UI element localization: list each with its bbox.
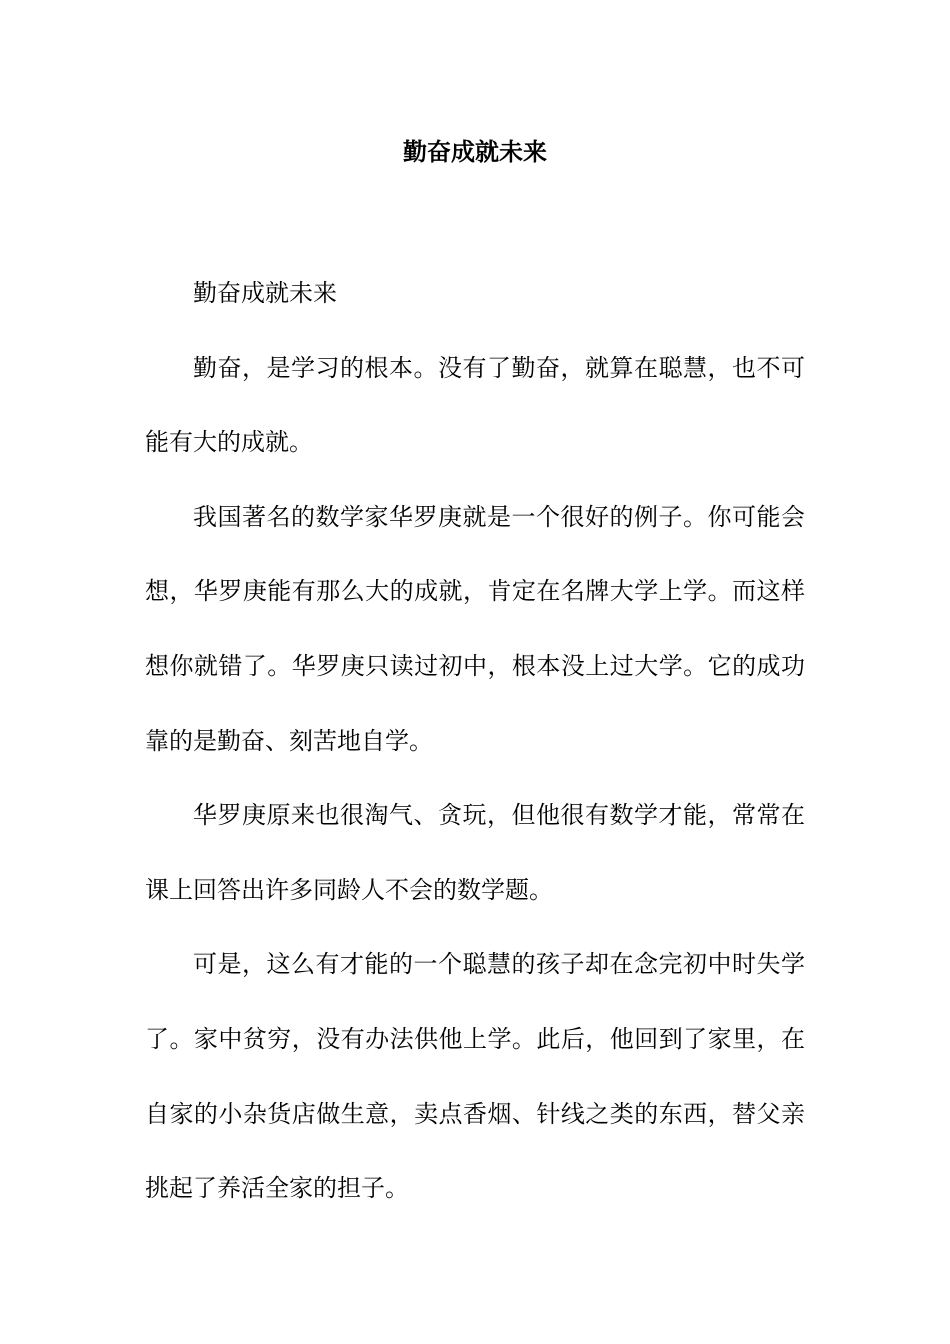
document-title: 勤奋成就未来: [403, 137, 547, 166]
paragraph-3: 华罗庚原来也很淘气、贪玩，但他很有数学才能，常常在课上回答出许多同龄人不会的数学题。: [145, 801, 805, 904]
paragraph-2: 我国著名的数学家华罗庚就是一个很好的例子。你可能会想，华罗庚能有那么大的成就，肯定在名牌大学上学。而这样想你就错了。华罗庚只读过初中，根本没上过大学。它的成功靠的是勤奋、刻苦地自学。: [145, 502, 805, 755]
document-body: [145, 256, 805, 1226]
paragraph-1: 勤奋，是学习的根本。没有了勤奋，就算在聪慧，也不可能有大的成就。: [145, 353, 805, 457]
paragraph-4: 可是，这么有才能的一个聪慧的孩子却在念完初中时失学了。家中贫穷，没有办法供他上学。此后，他回到了家里，在自家的小杂货店做生意，卖点香烟、针线之类的东西，替父亲挑起了养活全家的担子。: [145, 950, 805, 1203]
paragraph-subtitle: 勤奋成就未来: [193, 279, 337, 307]
